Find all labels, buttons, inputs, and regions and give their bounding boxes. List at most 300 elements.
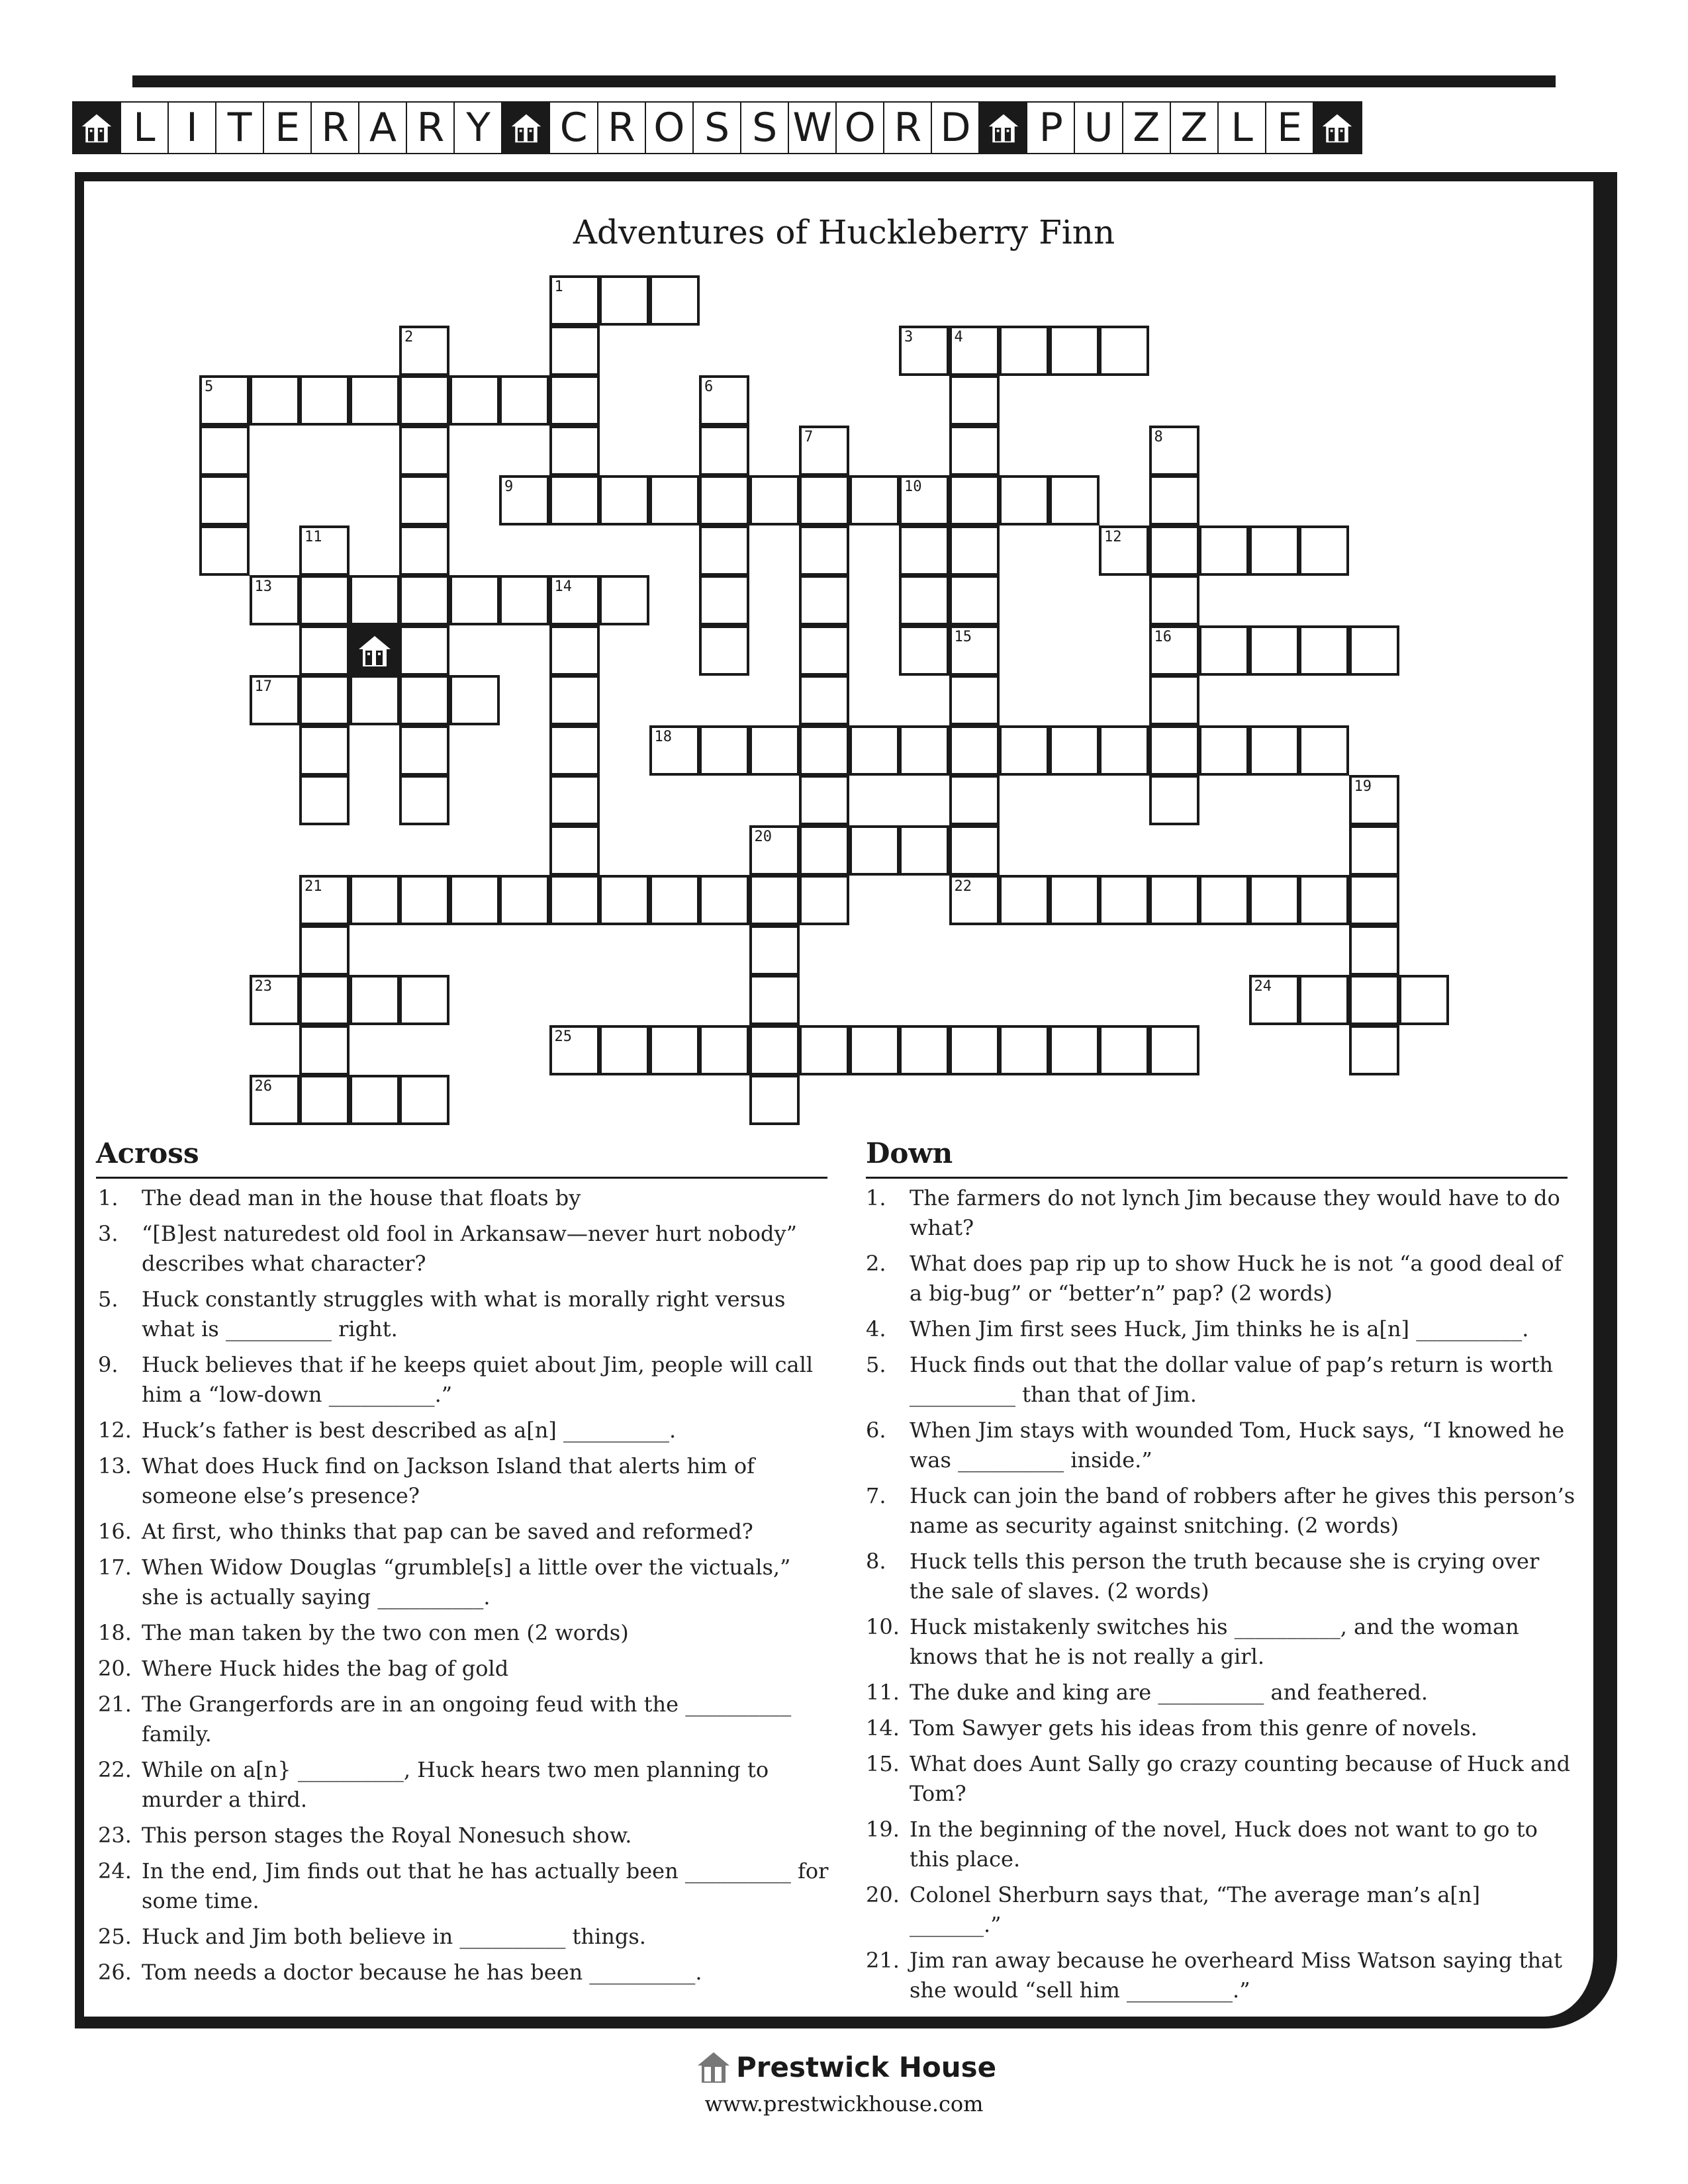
grid-cell[interactable]: [1199, 525, 1249, 576]
banner-letter: [645, 101, 694, 154]
clue-text: Tom needs a doctor because he has been __________.: [142, 1960, 702, 1985]
grid-cell[interactable]: [449, 375, 500, 426]
clue-number: 1.: [866, 1185, 886, 1210]
grid-cell[interactable]: [1399, 975, 1449, 1025]
down-clue: [866, 1815, 1577, 1874]
clue-text: The man taken by the two con men (2 words): [142, 1620, 629, 1645]
banner-letter: [1170, 101, 1219, 154]
grid-cell-number: 14: [554, 578, 572, 595]
grid-cell[interactable]: [549, 326, 600, 376]
grid-cell[interactable]: [1299, 975, 1349, 1025]
banner-letter: [120, 101, 169, 154]
banner-letter: [310, 101, 360, 154]
grid-cell-number: 16: [1154, 628, 1172, 645]
banner-logo-cell: [501, 101, 551, 154]
clue-text: Huck tells this person the truth because she is crying over the sale of slaves. (2 words): [910, 1549, 1540, 1604]
grid-cell[interactable]: [299, 975, 350, 1025]
banner-letter-text: A: [369, 105, 397, 151]
clue-number: 24.: [98, 1858, 132, 1884]
grid-cell[interactable]: [299, 375, 350, 426]
grid-cell[interactable]: [1149, 875, 1199, 925]
banner-letter: [835, 101, 885, 154]
banner-letter: [1122, 101, 1172, 154]
grid-cell[interactable]: [1149, 1025, 1199, 1075]
grid-cell[interactable]: [599, 475, 649, 525]
grid-cell[interactable]: [350, 375, 400, 426]
across-clue: [98, 1553, 833, 1612]
grid-cell-number: 5: [205, 379, 214, 395]
grid-cell[interactable]: [1149, 525, 1199, 576]
grid-cell[interactable]: [1049, 326, 1100, 376]
clue-number: 14.: [866, 1715, 900, 1741]
grid-cell[interactable]: [1349, 925, 1399, 976]
grid-cell[interactable]: [399, 426, 449, 476]
grid-cell[interactable]: [949, 1025, 1000, 1075]
grid-cell[interactable]: [350, 575, 400, 625]
grid-cell-10[interactable]: [899, 475, 949, 525]
banner-letter: [931, 101, 980, 154]
grid-cell[interactable]: [599, 1025, 649, 1075]
grid-cell[interactable]: [399, 875, 449, 925]
grid-cell-8[interactable]: [1149, 426, 1199, 476]
grid-cell[interactable]: [1149, 575, 1199, 625]
banner-letter-text: Z: [1133, 105, 1160, 151]
grid-cell[interactable]: [899, 525, 949, 576]
grid-cell[interactable]: [599, 875, 649, 925]
grid-cell-20[interactable]: [749, 825, 800, 876]
banner-letter-text: S: [704, 105, 730, 151]
banner-letter-text: W: [792, 105, 832, 151]
clue-number: 22.: [98, 1757, 132, 1782]
grid-cell[interactable]: [1199, 725, 1249, 776]
grid-cell[interactable]: [999, 875, 1049, 925]
grid-cell[interactable]: [799, 825, 849, 876]
clue-text: The farmers do not lynch Jim because they would have to do what?: [910, 1185, 1560, 1240]
grid-cell[interactable]: [599, 575, 649, 625]
footer-url: www.prestwickhouse.com: [704, 2091, 984, 2116]
grid-cell-7[interactable]: [799, 426, 849, 476]
grid-cell[interactable]: [399, 775, 449, 825]
banner-letter-text: D: [940, 105, 971, 151]
footer-logo: [695, 2048, 996, 2085]
banner-logo-cell: [72, 101, 122, 154]
grid-cell-6[interactable]: [699, 375, 749, 426]
grid-cell-26[interactable]: [250, 1075, 300, 1125]
clue-number: 15.: [866, 1751, 900, 1776]
banner-letter-text: E: [275, 105, 301, 151]
down-clue: [866, 1183, 1577, 1243]
across-clue-list: [98, 1183, 833, 1993]
grid-cell[interactable]: [399, 975, 449, 1025]
clue-number: 1.: [98, 1185, 118, 1210]
grid-cell[interactable]: [649, 1025, 700, 1075]
grid-cell[interactable]: [399, 575, 449, 625]
clue-text: What does Aunt Sally go crazy counting because of Huck and Tom?: [910, 1751, 1571, 1806]
clue-text: Huck mistakenly switches his __________, and the woman knows that he is not really a girl.: [910, 1614, 1519, 1669]
clue-text: In the beginning of the novel, Huck does not want to go to this place.: [910, 1817, 1538, 1872]
clue-text: While on a[n} __________, Huck hears two men planning to murder a third.: [142, 1757, 769, 1812]
grid-cell[interactable]: [1099, 875, 1149, 925]
grid-cell[interactable]: [399, 725, 449, 776]
clue-number: 23.: [98, 1823, 132, 1848]
grid-cell[interactable]: [849, 825, 900, 876]
banner-letter: [549, 101, 598, 154]
grid-cell[interactable]: [549, 625, 600, 676]
down-heading: Down: [866, 1137, 953, 1169]
grid-cell[interactable]: [799, 675, 849, 725]
grid-cell-23[interactable]: [250, 975, 300, 1025]
grid-cell[interactable]: [1249, 625, 1299, 676]
grid-cell[interactable]: [1199, 625, 1249, 676]
grid-cell-22[interactable]: [949, 875, 1000, 925]
grid-cell[interactable]: [749, 725, 800, 776]
grid-cell[interactable]: [299, 725, 350, 776]
clue-text: Huck finds out that the dollar value of pap’s return is worth __________ than that of Jim.: [910, 1352, 1554, 1407]
grid-cell[interactable]: [1349, 825, 1399, 876]
clue-text: What does pap rip up to show Huck he is not “a good deal of a big-bug” or “better’n” pap? (2 words): [910, 1251, 1562, 1306]
grid-cell[interactable]: [949, 675, 1000, 725]
clue-number: 19.: [866, 1817, 900, 1842]
grid-cell[interactable]: [999, 725, 1049, 776]
grid-cell-1[interactable]: [549, 275, 600, 326]
banner-letter-text: S: [752, 105, 778, 151]
grid-cell[interactable]: [699, 1025, 749, 1075]
grid-cell-number: 3: [904, 328, 914, 345]
grid-cell[interactable]: [299, 675, 350, 725]
banner-letter: [358, 101, 408, 154]
grid-cell-number: 18: [654, 728, 672, 745]
grid-cell-number: 24: [1254, 978, 1272, 995]
grid-cell[interactable]: [499, 875, 549, 925]
grid-cell[interactable]: [549, 725, 600, 776]
grid-cell[interactable]: [1349, 875, 1399, 925]
clue-number: 5.: [98, 1287, 118, 1312]
clue-number: 20.: [98, 1656, 132, 1681]
grid-cell[interactable]: [549, 675, 600, 725]
grid-cell[interactable]: [899, 725, 949, 776]
grid-cell[interactable]: [649, 475, 700, 525]
grid-cell[interactable]: [549, 375, 600, 426]
grid-cell[interactable]: [799, 875, 849, 925]
grid-cell[interactable]: [449, 575, 500, 625]
down-clue: [866, 1612, 1577, 1672]
grid-cell[interactable]: [899, 625, 949, 676]
banner-letter: [1074, 101, 1123, 154]
grid-cell[interactable]: [399, 375, 449, 426]
grid-cell[interactable]: [499, 375, 549, 426]
down-clue: [866, 1749, 1577, 1809]
grid-cell[interactable]: [449, 675, 500, 725]
grid-cell[interactable]: [799, 475, 849, 525]
grid-cell-number: 2: [404, 328, 414, 345]
down-clue: [866, 1678, 1577, 1707]
grid-cell[interactable]: [949, 525, 1000, 576]
grid-cell[interactable]: [799, 625, 849, 676]
grid-cell[interactable]: [599, 275, 649, 326]
grid-cell[interactable]: [949, 775, 1000, 825]
grid-cell[interactable]: [699, 875, 749, 925]
grid-cell[interactable]: [399, 1075, 449, 1125]
grid-cell[interactable]: [299, 775, 350, 825]
clue-number: 21.: [866, 1948, 900, 1973]
grid-cell[interactable]: [699, 475, 749, 525]
grid-cell-17[interactable]: [250, 675, 300, 725]
clue-number: 4.: [866, 1316, 886, 1342]
grid-cell[interactable]: [1149, 775, 1199, 825]
grid-cell[interactable]: [199, 475, 250, 525]
grid-cell-number: 25: [554, 1028, 572, 1045]
down-clue: [866, 1416, 1577, 1475]
grid-cell[interactable]: [799, 725, 849, 776]
across-clue: [98, 1183, 833, 1213]
clue-number: 13.: [98, 1453, 132, 1479]
grid-cell-number: 22: [954, 878, 972, 895]
grid-cell[interactable]: [449, 875, 500, 925]
banner-letter: [406, 101, 455, 154]
banner-letter-text: U: [1084, 105, 1113, 151]
banner-letter-text: L: [133, 105, 156, 151]
clue-text: Where Huck hides the bag of gold: [142, 1656, 509, 1681]
clue-text: When Jim first sees Huck, Jim thinks he is a[n] __________.: [910, 1316, 1529, 1342]
clue-text: When Jim stays with wounded Tom, Huck says, “I knowed he was __________ inside.”: [910, 1418, 1565, 1473]
grid-cell[interactable]: [299, 1025, 350, 1075]
grid-cell[interactable]: [350, 975, 400, 1025]
grid-cell-5[interactable]: [199, 375, 250, 426]
grid-cell[interactable]: [1299, 625, 1349, 676]
grid-cell-number: 1: [554, 279, 563, 295]
grid-cell[interactable]: [399, 675, 449, 725]
across-clue: [98, 1219, 833, 1279]
grid-cell-19[interactable]: [1349, 775, 1399, 825]
grid-cell[interactable]: [1349, 1025, 1399, 1075]
grid-cell[interactable]: [899, 1025, 949, 1075]
banner-letter-text: L: [1231, 105, 1253, 151]
grid-cell-15[interactable]: [949, 625, 1000, 676]
clue-text: Huck believes that if he keeps quiet about Jim, people will call him a “low-down __________.”: [142, 1352, 814, 1407]
banner-letter-text: R: [607, 105, 635, 151]
grid-cell[interactable]: [549, 825, 600, 876]
grid-cell[interactable]: [1049, 725, 1100, 776]
grid-cell[interactable]: [199, 525, 250, 576]
clue-text: The Grangerfords are in an ongoing feud with the __________ family.: [142, 1692, 792, 1747]
across-clue: [98, 1285, 833, 1344]
grid-cell[interactable]: [949, 426, 1000, 476]
banner-letter: [263, 101, 312, 154]
grid-cell[interactable]: [699, 625, 749, 676]
grid-cell[interactable]: [699, 725, 749, 776]
across-clue: [98, 1654, 833, 1684]
grid-cell[interactable]: [1299, 525, 1349, 576]
clue-text: Huck constantly struggles with what is morally right versus what is __________ right.: [142, 1287, 786, 1342]
down-clue: [866, 1713, 1577, 1743]
grid-cell[interactable]: [1249, 875, 1299, 925]
grid-cell-11[interactable]: [299, 525, 350, 576]
puzzle-title: Adventures of Huckleberry Finn: [573, 213, 1115, 251]
grid-cell-number: 10: [904, 478, 922, 495]
grid-cell-4[interactable]: [949, 326, 1000, 376]
grid-cell[interactable]: [949, 575, 1000, 625]
grid-cell[interactable]: [549, 426, 600, 476]
grid-cell-13[interactable]: [250, 575, 300, 625]
grid-cell[interactable]: [199, 426, 250, 476]
grid-cell[interactable]: [749, 925, 800, 976]
banner-letter: [883, 101, 933, 154]
prestwick-house-logo-icon: [509, 111, 543, 145]
grid-cell[interactable]: [399, 475, 449, 525]
banner-letter: [453, 101, 503, 154]
across-clue: [98, 1416, 833, 1445]
grid-cell[interactable]: [1099, 725, 1149, 776]
grid-cell[interactable]: [1299, 875, 1349, 925]
grid-cell[interactable]: [1249, 525, 1299, 576]
grid-cell-18[interactable]: [649, 725, 700, 776]
clue-number: 18.: [98, 1620, 132, 1645]
grid-cell[interactable]: [999, 1025, 1049, 1075]
grid-cell[interactable]: [1149, 675, 1199, 725]
grid-cell[interactable]: [749, 1075, 800, 1125]
banner-letter-text: E: [1277, 105, 1303, 151]
grid-cell[interactable]: [849, 475, 900, 525]
grid-cell[interactable]: [1099, 1025, 1149, 1075]
grid-cell-12[interactable]: [1099, 525, 1149, 576]
banner-letter-text: R: [894, 105, 922, 151]
down-clue: [866, 1350, 1577, 1410]
grid-cell[interactable]: [1099, 326, 1149, 376]
grid-cell-number: 17: [254, 678, 272, 695]
grid-cell[interactable]: [799, 525, 849, 576]
grid-cell[interactable]: [1249, 725, 1299, 776]
grid-cell[interactable]: [949, 725, 1000, 776]
grid-cell-number: 26: [254, 1078, 272, 1095]
clue-text: This person stages the Royal Nonesuch show.: [142, 1823, 632, 1848]
clue-text: In the end, Jim finds out that he has actually been __________ for some time.: [142, 1858, 829, 1913]
clue-number: 21.: [98, 1692, 132, 1717]
grid-cell[interactable]: [1349, 975, 1399, 1025]
clue-number: 10.: [866, 1614, 900, 1639]
grid-cell[interactable]: [999, 475, 1049, 525]
grid-cell-number: 21: [305, 878, 322, 895]
grid-cell[interactable]: [299, 625, 350, 676]
grid-cell[interactable]: [549, 475, 600, 525]
grid-cell-number: 6: [704, 379, 714, 395]
grid-cell[interactable]: [749, 1025, 800, 1075]
clue-text: Huck and Jim both believe in __________ things.: [142, 1924, 646, 1949]
grid-cell[interactable]: [1049, 875, 1100, 925]
clue-text: The duke and king are __________ and feathered.: [910, 1680, 1429, 1705]
banner-letter-text: P: [1039, 105, 1063, 151]
grid-cell[interactable]: [350, 875, 400, 925]
grid-cell[interactable]: [549, 775, 600, 825]
grid-cell[interactable]: [749, 475, 800, 525]
prestwick-house-logo-icon: [1320, 111, 1354, 145]
grid-cell[interactable]: [699, 525, 749, 576]
grid-cell[interactable]: [350, 1075, 400, 1125]
grid-cell-3[interactable]: [899, 326, 949, 376]
grid-cell-16[interactable]: [1149, 625, 1199, 676]
grid-cell[interactable]: [1149, 475, 1199, 525]
grid-cell[interactable]: [949, 475, 1000, 525]
banner-letter-text: O: [653, 105, 685, 151]
grid-cell[interactable]: [999, 326, 1049, 376]
across-clue: [98, 1350, 833, 1410]
grid-cell[interactable]: [799, 775, 849, 825]
grid-cell[interactable]: [399, 625, 449, 676]
grid-cell[interactable]: [1299, 725, 1349, 776]
across-clue: [98, 1451, 833, 1511]
clue-number: 5.: [866, 1352, 886, 1377]
down-clue: [866, 1547, 1577, 1606]
clue-number: 16.: [98, 1519, 132, 1544]
grid-cell-21[interactable]: [299, 875, 350, 925]
grid-cell[interactable]: [1049, 1025, 1100, 1075]
grid-cell-number: 20: [754, 828, 772, 845]
grid-cell[interactable]: [899, 825, 949, 876]
banner-letter-text: I: [186, 105, 198, 151]
clue-number: 6.: [866, 1418, 886, 1443]
banner-letter: [167, 101, 217, 154]
clue-number: 12.: [98, 1418, 132, 1443]
grid-cell[interactable]: [250, 375, 300, 426]
grid-cell[interactable]: [1349, 625, 1399, 676]
prestwick-house-logo-icon: [356, 632, 393, 669]
grid-cell[interactable]: [299, 575, 350, 625]
grid-cell[interactable]: [949, 375, 1000, 426]
grid-cell[interactable]: [649, 875, 700, 925]
grid-cell[interactable]: [1149, 725, 1199, 776]
grid-cell[interactable]: [1049, 475, 1100, 525]
grid-cell[interactable]: [299, 925, 350, 976]
down-clue: [866, 1314, 1577, 1344]
grid-cell[interactable]: [699, 575, 749, 625]
banner-letter-text: Y: [466, 105, 491, 151]
grid-cell[interactable]: [749, 875, 800, 925]
clue-number: 20.: [866, 1882, 900, 1907]
banner-letter: [1217, 101, 1267, 154]
grid-cell-9[interactable]: [499, 475, 549, 525]
grid-cell-14[interactable]: [549, 575, 600, 625]
clue-number: 3.: [98, 1221, 118, 1246]
grid-cell[interactable]: [949, 825, 1000, 876]
across-clue: [98, 1821, 833, 1850]
banner-letter: [1265, 101, 1315, 154]
clue-text: At first, who thinks that pap can be saved and reformed?: [142, 1519, 753, 1544]
grid-cell-number: 7: [804, 428, 814, 445]
grid-cell[interactable]: [749, 975, 800, 1025]
grid-cell[interactable]: [1199, 875, 1249, 925]
grid-cell[interactable]: [799, 1025, 849, 1075]
grid-cell-25[interactable]: [549, 1025, 600, 1075]
prestwick-house-logo-icon: [79, 111, 114, 145]
grid-cell[interactable]: [549, 875, 600, 925]
grid-cell[interactable]: [699, 426, 749, 476]
grid-cell-2[interactable]: [399, 326, 449, 376]
grid-cell-number: 4: [954, 328, 963, 345]
down-clue-list: [866, 1183, 1577, 2011]
grid-cell[interactable]: [299, 1075, 350, 1125]
clue-number: 9.: [98, 1352, 118, 1377]
grid-cell[interactable]: [799, 575, 849, 625]
grid-cell[interactable]: [649, 275, 700, 326]
grid-cell[interactable]: [399, 525, 449, 576]
grid-cell[interactable]: [899, 575, 949, 625]
grid-cell[interactable]: [849, 725, 900, 776]
banner-letter: [692, 101, 742, 154]
grid-cell[interactable]: [350, 675, 400, 725]
grid-cell[interactable]: [849, 1025, 900, 1075]
grid-cell[interactable]: [499, 575, 549, 625]
across-clue: [98, 1690, 833, 1749]
grid-cell-24[interactable]: [1249, 975, 1299, 1025]
